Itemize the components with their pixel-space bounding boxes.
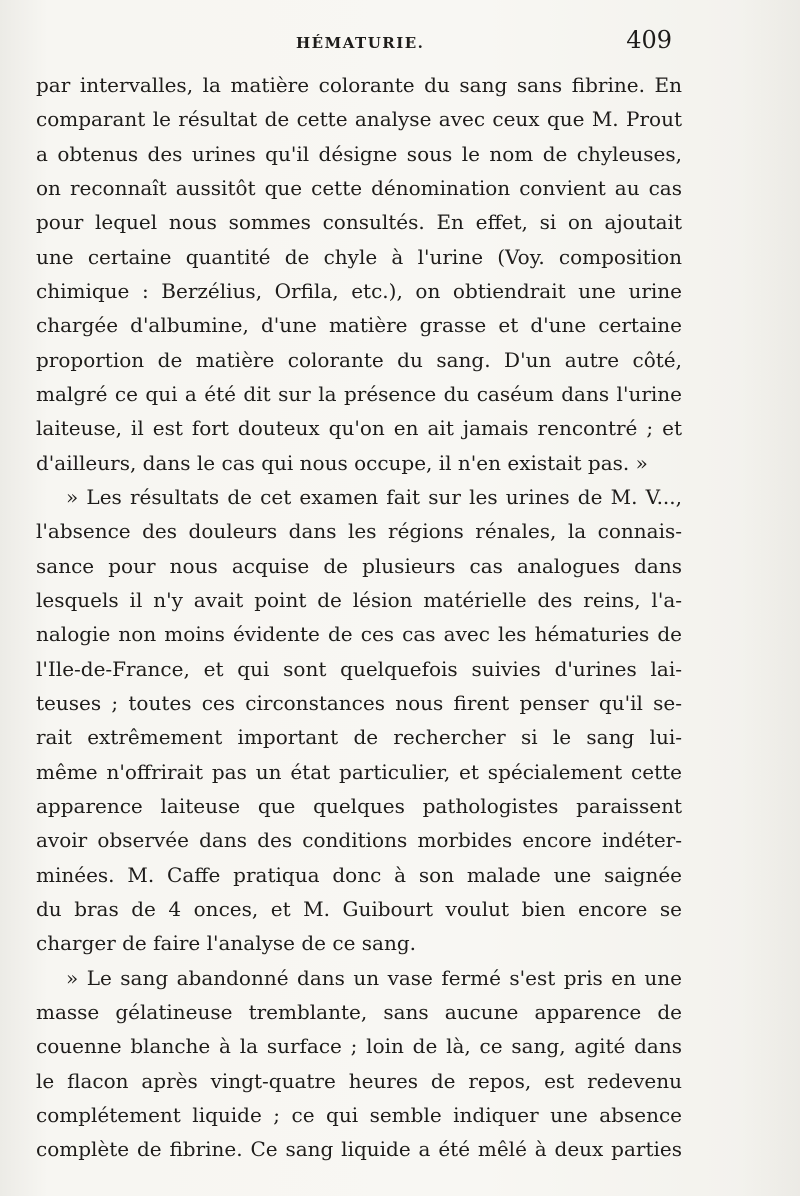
text-line: laiteuse, il est fort douteux qu'on en ait jamais rencontré ; et — [36, 416, 682, 441]
text-line: teuses ; toutes ces circonstances nous firent penser qu'il se- — [36, 690, 682, 715]
text-line: sance pour nous acquise de plusieurs cas analogues dans — [36, 553, 682, 578]
text-line: malgré ce qui a été dit sur la présence du caséum dans l'urine — [36, 381, 682, 406]
running-head-title: HÉMATURIE. — [296, 34, 425, 52]
text-line: masse gélatineuse tremblante, sans aucune apparence de — [36, 999, 682, 1024]
text-line: chimique : Berzélius, Orfila, etc.), on obtiendrait une urine — [36, 278, 682, 303]
text-line: même n'offrirait pas un état particulier, et spécialement cette — [36, 759, 682, 784]
text-line: lesquels il n'y avait point de lésion matérielle des reins, l'a- — [36, 587, 682, 612]
text-line: proportion de matière colorante du sang. D'un autre côté, — [36, 347, 682, 372]
text-line: complétement liquide ; ce qui semble indiquer une absence — [36, 1102, 682, 1127]
text-line: a obtenus des urines qu'il désigne sous le nom de chyleuses, — [36, 141, 682, 166]
body-text — [36, 68, 682, 1167]
running-head — [0, 26, 800, 60]
text-line: couenne blanche à la surface ; loin de là, ce sang, agité dans — [36, 1034, 682, 1059]
text-line: l'absence des douleurs dans les régions rénales, la connais- — [36, 519, 682, 544]
text-line: du bras de 4 onces, et M. Guibourt voulut bien encore se — [36, 896, 682, 921]
paragraph-start-line: » Le sang abandonné dans un vase fermé s'est pris en une — [66, 965, 682, 990]
text-line: une certaine quantité de chyle à l'urine (Voy. composition — [36, 244, 682, 269]
text-line: par intervalles, la matière colorante du sang sans fibrine. En — [36, 73, 682, 97]
text-line: l'Ile-de-France, et qui sont quelquefois suivies d'urines lai- — [36, 656, 682, 681]
text-line: on reconnaît aussitôt que cette dénomination convient au cas — [36, 175, 682, 200]
text-line: rait extrêmement important de rechercher si le sang lui- — [36, 725, 682, 750]
text-line: avoir observée dans des conditions morbides encore indéter- — [36, 828, 682, 853]
text-line: d'ailleurs, dans le cas qui nous occupe, il n'en existait pas. » — [36, 450, 648, 475]
text-line: apparence laiteuse que quelques pathologistes paraissent — [36, 793, 682, 818]
text-line: le flacon après vingt-quatre heures de repos, est redevenu — [36, 1068, 682, 1093]
paragraph-start-line: » Les résultats de cet examen fait sur les urines de M. V..., — [66, 484, 682, 509]
text-line: pour lequel nous sommes consultés. En effet, si on ajoutait — [36, 210, 682, 235]
text-line: complète de fibrine. Ce sang liquide a été mêlé à deux parties — [36, 1137, 682, 1162]
text-line: chargée d'albumine, d'une matière grasse et d'une certaine — [36, 313, 682, 338]
text-line: nalogie non moins évidente de ces cas avec les hématuries de — [36, 622, 682, 647]
text-line: charger de faire l'analyse de ce sang. — [36, 931, 416, 956]
text-line: minées. M. Caffe pratiqua donc à son malade une saignée — [36, 862, 682, 887]
page-edge-shadow — [740, 0, 800, 1196]
page-number: 409 — [626, 26, 672, 54]
text-line: comparant le résultat de cette analyse avec ceux que M. Prout — [36, 107, 682, 132]
